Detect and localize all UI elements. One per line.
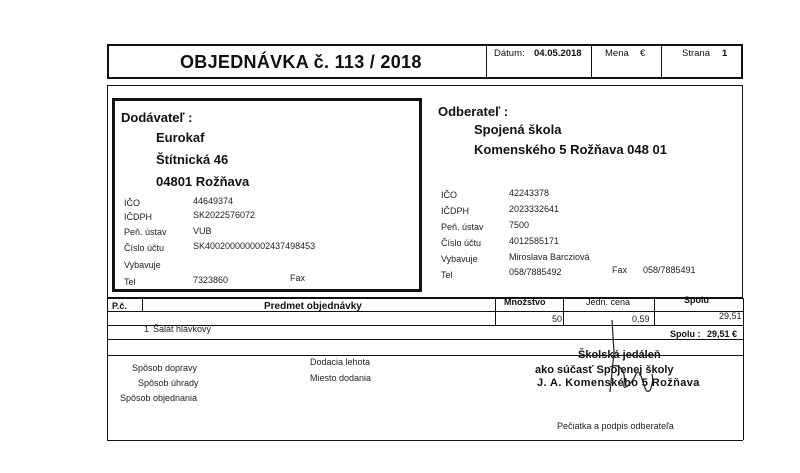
supplier-tel-label: Tel (124, 277, 136, 287)
buyer-tel-label: Tel (441, 270, 453, 280)
buyer-contact-value: Miroslava Barcziová (509, 252, 590, 262)
supplier-icdph-value: SK2022576072 (193, 210, 256, 220)
supplier-icdph-label: IČDPH (124, 212, 153, 222)
currency-value: € (640, 48, 646, 59)
header-divider (591, 44, 592, 79)
supplier-bank-label: Peň. ústav (124, 227, 167, 237)
buyer-contact-label: Vybavuje (441, 254, 478, 264)
page-value: 1 (722, 48, 728, 59)
supplier-fax-label: Fax (290, 273, 306, 283)
buyer-tel-value: 058/7885492 (509, 267, 562, 277)
buyer-fax-label: Fax (612, 265, 628, 275)
ordering-label: Spôsob objednania (120, 393, 198, 403)
buyer-name: Spojená škola (474, 122, 562, 137)
stamp-line-2: ako súčasť Spojenej školy (535, 364, 674, 376)
payment-label: Spôsob úhrady (138, 378, 199, 388)
sum-label: Spolu : (670, 329, 701, 339)
buyer-ico-label: IČO (441, 190, 458, 200)
buyer-heading: Odberateľ : (438, 104, 509, 119)
supplier-tel-value: 7323860 (193, 275, 229, 285)
buyer-ico-value: 42243378 (509, 188, 550, 198)
table-col-rule (563, 298, 564, 325)
supplier-bank-value: VUB (193, 226, 212, 236)
buyer-bank-label: Peň. ústav (441, 222, 484, 232)
table-col-rule (495, 298, 496, 325)
row-price: 0,59 (632, 314, 650, 324)
row-number: 1 (144, 324, 150, 334)
buyer-address: Komenského 5 Rožňava 048 01 (474, 142, 667, 157)
buyer-bank-value: 7500 (509, 220, 530, 230)
supplier-city: 04801 Rožňava (156, 174, 250, 189)
page-label: Strana (682, 48, 710, 59)
col-header-item: Predmet objednávky (264, 301, 362, 312)
currency-label: Mena (605, 48, 629, 59)
buyer-icdph-value: 2023332641 (509, 204, 560, 214)
date-label: Dátum: (494, 48, 525, 59)
row-item: Šalát hlávkový (153, 324, 212, 334)
supplier-account-value: SK4002000000002437498453 (193, 241, 316, 251)
row-qty: 50 (552, 314, 563, 324)
delivery-term-label: Dodacia lehota (310, 357, 371, 367)
row-total: 29,51 (719, 311, 742, 321)
supplier-ico-label: IČO (124, 198, 141, 208)
signature-scribble (580, 312, 700, 402)
buyer-fax-value: 058/7885491 (643, 265, 696, 275)
stamp-line-1: Školská jedáleň (578, 349, 661, 361)
supplier-contact-label: Vybavuje (124, 260, 161, 270)
buyer-account-value: 4012585171 (509, 236, 560, 246)
stamp-line-3: J. A. Komenského 5 Rožňava (537, 377, 700, 389)
supplier-street: Štítnická 46 (156, 152, 229, 167)
footer-bottom-rule (107, 440, 743, 441)
header-divider (661, 44, 662, 79)
buyer-icdph-label: IČDPH (441, 206, 470, 216)
supplier-heading: Dodávateľ : (121, 110, 193, 125)
col-header-qty: Množstvo (504, 297, 546, 307)
transport-label: Spôsob dopravy (132, 363, 198, 373)
signature-label: Pečiatka a podpis odberateľa (557, 421, 674, 431)
buyer-account-label: Číslo účtu (441, 238, 482, 248)
supplier-account-label: Číslo účtu (124, 243, 165, 253)
header-divider (486, 44, 487, 79)
table-right-rule (743, 298, 744, 339)
footer-left-rule (107, 298, 108, 440)
table-col-rule (142, 298, 143, 312)
supplier-ico-value: 44649374 (193, 196, 234, 206)
sum-value: 29,51 € (707, 329, 738, 339)
col-header-total: Spolu (684, 295, 709, 305)
document-title: OBJEDNÁVKA č. 113 / 2018 (180, 52, 422, 72)
table-top-rule (107, 298, 743, 299)
date-value: 04.05.2018 (534, 48, 582, 59)
col-header-pc: P.č. (112, 301, 127, 311)
footer-right-rule (743, 339, 744, 440)
col-header-price: Jedn. cena (586, 297, 631, 307)
supplier-name: Eurokaf (156, 130, 205, 145)
delivery-place-label: Miesto dodania (310, 373, 372, 383)
